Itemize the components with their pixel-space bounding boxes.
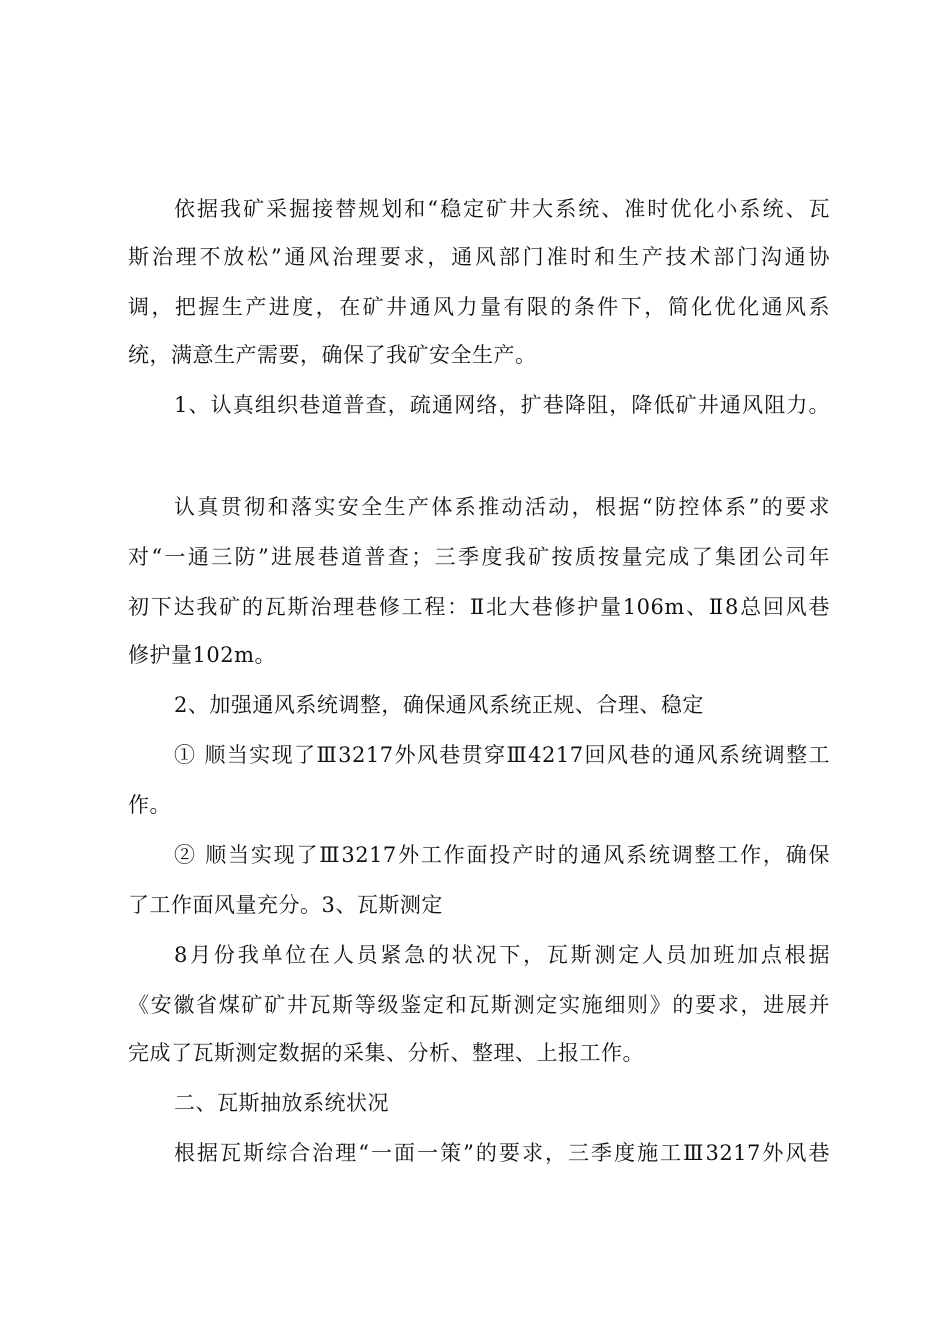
text-line-3: 调，把握生产进度，在矿井通风力量有限的条件下，简化优化通风系 <box>128 295 830 319</box>
heading-2: 2、加强通风系统调整，确保通风系统正规、合理、稳定 <box>174 693 704 717</box>
heading-1: 1、认真组织巷道普查，疏通网络，扩巷降阻，降低矿井通风阻力。 <box>174 393 830 417</box>
text-line-8: 修护量102m。 <box>128 643 276 667</box>
text-line-15: 完成了瓦斯测定数据的采集、分析、整理、上报工作。 <box>128 1041 644 1065</box>
text-line-12: 了工作面风量充分。3、瓦斯测定 <box>128 893 443 917</box>
text-line-14: 《安徽省煤矿矿井瓦斯等级鉴定和瓦斯测定实施细则》的要求，进展并 <box>128 993 830 1017</box>
text-line-9: ① 顺当实现了Ⅲ3217外风巷贯穿Ⅲ4217回风巷的通风系统调整工 <box>174 743 830 767</box>
text-line-16: 根据瓦斯综合治理“一面一策”的要求，三季度施工Ⅲ3217外风巷 <box>174 1141 830 1165</box>
text-line-10: 作。 <box>128 793 171 817</box>
text-line-4: 统，满意生产需要，确保了我矿安全生产。 <box>128 343 537 367</box>
text-line-11: ② 顺当实现了Ⅲ3217外工作面投产时的通风系统调整工作，确保 <box>174 843 830 867</box>
text-line-2: 斯治理不放松”通风治理要求，通风部门准时和生产技术部门沟通协 <box>128 245 830 269</box>
text-line-1: 依据我矿采掘接替规划和“稳定矿井大系统、准时优化小系统、瓦 <box>174 197 830 221</box>
text-line-6: 对“一通三防”进展巷道普查；三季度我矿按质按量完成了集团公司年 <box>128 545 830 569</box>
text-line-5: 认真贯彻和落实安全生产体系推动活动，根据“防控体系”的要求 <box>174 495 830 519</box>
text-line-7: 初下达我矿的瓦斯治理巷修工程：Ⅱ北大巷修护量106m、Ⅱ8总回风巷 <box>128 595 830 619</box>
heading-3: 二、瓦斯抽放系统状况 <box>174 1091 389 1115</box>
text-line-13: 8月份我单位在人员紧急的状况下，瓦斯测定人员加班加点根据 <box>174 943 830 967</box>
